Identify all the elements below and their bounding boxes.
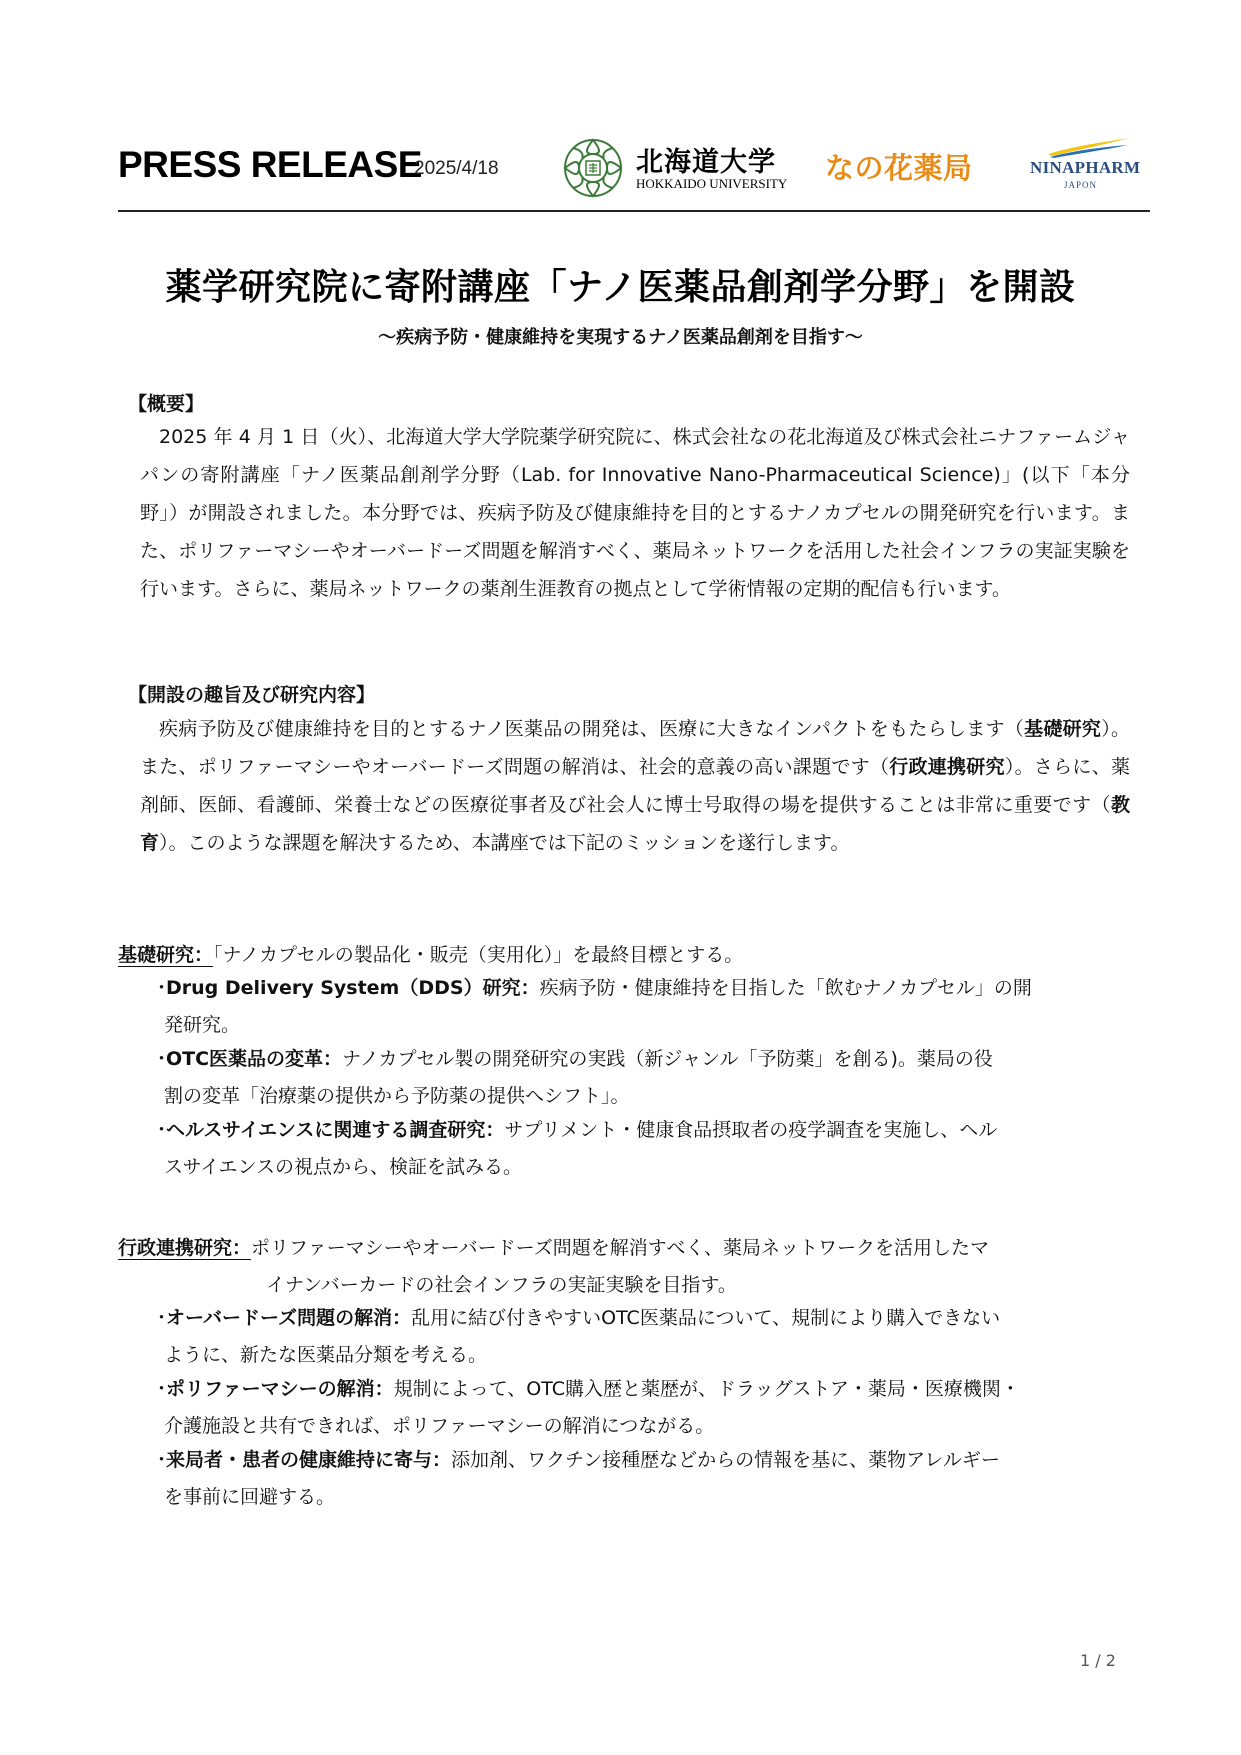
hokkaido-university-name-jp: 北海道大学 — [636, 147, 776, 178]
bullet-label: ポリファーマシーの解消： — [166, 1378, 394, 1400]
hokkaido-university-name-en: HOKKAIDO UNIVERSITY — [636, 176, 788, 191]
bullet-text: サプリメント・健康食品摂取者の疫学調査を実施し、ヘル — [504, 1119, 998, 1141]
basic-bullet-health-science: ・ヘルスサイエンスに関連する調査研究：サプリメント・健康食品摂取者の疫学調査を実施し、ヘル スサイエンスの視点から、検証を試みる。 — [152, 1112, 1132, 1186]
bullet-label: Drug Delivery System（DDS）研究： — [166, 977, 540, 999]
bullet-label: 来局者・患者の健康維持に寄与： — [166, 1449, 452, 1471]
press-release-label: PRESS RELEASE — [118, 144, 422, 185]
purpose-basic-research: 基礎研究 — [1024, 718, 1102, 740]
bullet-text-cont: 割の変革「治療薬の提供から予防薬の提供へシフト」。 — [164, 1085, 630, 1107]
basic-research-goal: 「ナノカプセルの製品化・販売（実用化）」を最終目標とする。 — [213, 944, 744, 966]
admin-research-line — [118, 1233, 989, 1260]
bullet-text-cont: ように、新たな医薬品分類を考える。 — [164, 1344, 488, 1366]
document-title: 薬学研究院に寄附講座「ナノ医薬品創剤学分野」を開設 — [165, 267, 1076, 308]
admin-research-goal: ポリファーマシーやオーバードーズ問題を解消すべく、薬局ネットワークを活用したマ — [251, 1237, 989, 1259]
university-seal-icon — [560, 136, 626, 200]
admin-bullet-overdose: ・オーバードーズ問題の解消：乱用に結び付きやすいOTC医薬品について、規制により購入できない ように、新たな医薬品分類を考える。 — [152, 1300, 1132, 1374]
purpose-text-3: ）。さらに、薬剤師、医師、看護師、栄養士などの医療従事者及び社会人に博士号取得の場を提供することは非常に重要です（ — [140, 756, 1130, 816]
admin-bullet-polypharmacy: ・ポリファーマシーの解消：規制によって、OTC購入歴と薬歴が、ドラッグストア・薬局・医療機関・ 介護施設と共有できれば、ポリファーマシーの解消につながる。 — [152, 1371, 1132, 1445]
basic-research-label: 基礎研究： — [118, 944, 214, 966]
ninapharm-subtitle: JAPON — [1064, 180, 1098, 190]
ninapharm-swoosh-icon — [1044, 136, 1134, 158]
page-number: 1 / 2 — [1080, 1651, 1116, 1670]
bullet-text-cont: 発研究。 — [164, 1014, 241, 1036]
purpose-heading: 【開設の趣旨及び研究内容】 — [128, 684, 376, 706]
bullet-text-cont: を事前に回避する。 — [164, 1486, 336, 1508]
bullet-label: OTC医薬品の変革： — [166, 1048, 343, 1070]
basic-research-line — [118, 940, 743, 967]
purpose-text-2: ）。また、ポリファーマシーやオーバードーズ問題の解消は、社会的意義の高い課題です（ — [140, 718, 1130, 778]
purpose-text-4: ）。このような課題を解決するため、本講座では下記のミッションを遂行します。 — [159, 832, 850, 854]
purpose-paragraph — [140, 710, 1130, 862]
bullet-text: 添加剤、ワクチン接種歴などからの情報を基に、薬物アレルギー — [451, 1449, 1000, 1471]
release-date: 2025/4/18 — [414, 158, 499, 179]
press-header — [118, 136, 1150, 216]
hokkaido-university-logo — [560, 136, 790, 200]
bullet-label: オーバードーズ問題の解消： — [166, 1307, 412, 1329]
document-subtitle: ～疾病予防・健康維持を実現するナノ医薬品創剤を目指す～ — [378, 327, 863, 348]
ninapharm-wordmark: NINAPHARM — [1030, 158, 1141, 177]
admin-bullet-health-maintenance: ・来局者・患者の健康維持に寄与：添加剤、ワクチン接種歴などからの情報を基に、薬物アレルギー を事前に回避する。 — [152, 1442, 1132, 1516]
bullet-text: 乱用に結び付きやすいOTC医薬品について、規制により購入できない — [411, 1307, 1001, 1329]
basic-bullet-dds: ・Drug Delivery System（DDS）研究：疾病予防・健康維持を目指した「飲むナノカプセル」の開 発研究。 — [152, 970, 1132, 1044]
purpose-text-1: 疾病予防及び健康維持を目的とするナノ医薬品の開発は、医療に大きなインパクトをもたらします（ — [159, 718, 1025, 740]
admin-research-goal-cont: イナンバーカードの社会インフラの実証実験を目指す。 — [266, 1274, 737, 1296]
purpose-education: 教育 — [140, 794, 1130, 854]
bullet-text: ナノカプセル製の開発研究の実践（新ジャンル「予防薬」を創る)。薬局の役 — [342, 1048, 993, 1070]
admin-research-label: 行政連携研究： — [118, 1237, 252, 1259]
ninapharm-logo — [1030, 136, 1150, 200]
bullet-label: ヘルスサイエンスに関連する調査研究： — [166, 1119, 505, 1141]
purpose-admin-research: 行政連携研究 — [889, 756, 1005, 778]
nanohana-pharmacy-logo: なの花薬局 — [825, 151, 973, 185]
overview-heading: 【概要】 — [128, 393, 205, 415]
overview-paragraph: 2025 年 4 月 1 日（火）、北海道大学大学院薬学研究院に、株式会社なの花北海道及び株式会社ニナファームジャパンの寄附講座「ナノ医薬品創剤学分野（Lab. for Innovative Nano-Pharmaceutical Science)」(以下「本分野」）が開設されました。本分野では、疾病予防及び健康維持を目的とするナノカプセルの開発研究を行います。また、ポリファーマシーやオーバードーズ問題を解消すべく、薬局ネットワークを活用した社会インフラの実証実験を行います。さらに、薬局ネットワークの薬剤生涯教育の拠点として学術情報の定期的配信も行います。 — [140, 426, 1130, 600]
bullet-text-cont: 介護施設と共有できれば、ポリファーマシーの解消につながる。 — [164, 1415, 715, 1437]
bullet-text-cont: スサイエンスの視点から、検証を試みる。 — [164, 1156, 522, 1178]
bullet-text: 規制によって、OTC購入歴と薬歴が、ドラッグストア・薬局・医療機関・ — [393, 1378, 1020, 1400]
basic-bullet-otc: ・OTC医薬品の変革：ナノカプセル製の開発研究の実践（新ジャンル「予防薬」を創る)。薬局の役 割の変革「治療薬の提供から予防薬の提供へシフト」。 — [152, 1041, 1132, 1115]
bullet-text: 疾病予防・健康維持を目指した「飲むナノカプセル」の開 — [539, 977, 1032, 999]
header-divider — [118, 210, 1150, 212]
